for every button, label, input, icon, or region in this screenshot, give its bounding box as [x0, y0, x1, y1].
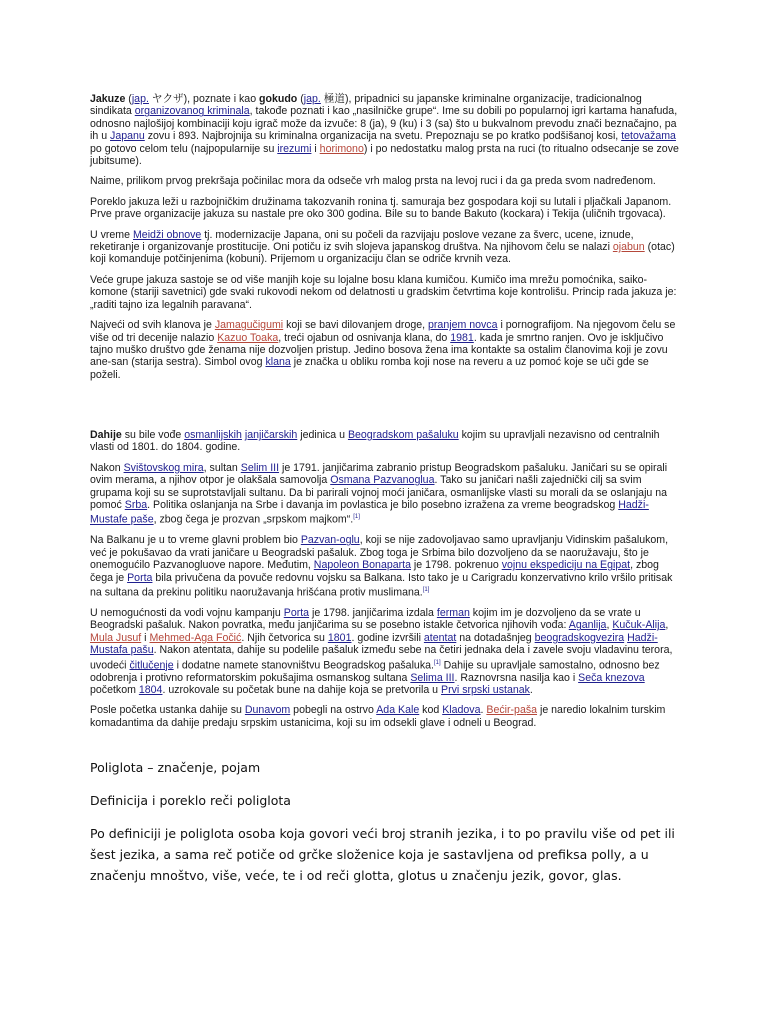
link-osman[interactable]: Osmana Pazvanoglua	[330, 474, 435, 487]
link-meiji[interactable]: Meidži obnove	[132, 228, 202, 241]
text: i	[311, 142, 320, 155]
text: . godine izvršili	[351, 631, 424, 644]
text: su bile vođe	[121, 429, 185, 441]
link-egypt[interactable]: vojnu ekspediciju na Egipat	[501, 559, 631, 572]
link-irezumi[interactable]: irezumi	[277, 142, 312, 155]
link-belgrade-pashalik[interactable]: Beogradskom pašaluku	[347, 429, 459, 441]
text: , sultan	[203, 461, 241, 474]
paragraph: Poreklo jakuza leži u razbojničkim družinama takozvanih ronina tj. samuraja bez gospodara koji su lutali i pljačkali Japanom. Prve prave organizacije jakuza su nastale pre oko 300 godina. Bile su to bande Bakuto (kockara) i Tekija (uličnih trgovaca).	[90, 195, 672, 221]
link-kucuk-alija[interactable]: Kučuk-Alija	[612, 619, 666, 632]
text: ヤクザ), poznate i kao	[148, 93, 260, 105]
link-citlucenje[interactable]: čitlučenje	[129, 659, 174, 672]
link-tattoos[interactable]: tetovažama	[621, 130, 676, 143]
text: , takođe poznati i kao „nasilničke grupe“. Ime su dobili po popularnoj igri kartama hanafuda, odnosno najlošijoj kombinaciji koju igrač može da izvuče: 8 (ja), 9 (ku) i 3 (sa) što u bukvalnom prevodu znači beznačajno, pa ih u	[90, 105, 678, 143]
text: (	[125, 93, 132, 105]
text: . Tako su janičari našli zajednički cilj sa svim grupama koji su se suprotstavljali sultanu. Da bi parirali vojnoj moći janičara, osmanlijske vlasti su morali da se oslanjaju na pomoć	[90, 474, 668, 512]
link-mehmed-aga[interactable]: Mehmed-Aga Fočić	[149, 631, 242, 644]
text: ,	[665, 619, 669, 632]
text: .	[480, 704, 487, 717]
heading-definition: Definicija i poreklo reči poliglota	[90, 793, 291, 808]
link-vezir[interactable]: beogradskogvezira	[534, 631, 625, 644]
link-aganlija[interactable]: Aganlija	[568, 619, 607, 632]
paragraph	[90, 229, 682, 266]
link-selim[interactable]: Selima III	[410, 671, 455, 684]
link-porta[interactable]: Porta	[283, 606, 310, 619]
link-selim[interactable]: Selim III	[240, 461, 280, 474]
link-money-laundering[interactable]: pranjem novca	[428, 319, 498, 332]
link-1804[interactable]: 1804	[138, 683, 163, 696]
link-japan[interactable]: Japanu	[110, 130, 145, 143]
paragraph	[90, 93, 682, 167]
link-ferman[interactable]: ferman	[436, 606, 470, 619]
text: je značka u obliku romba koji nose na reveru a uz pomoć koje se uči gde se poželi.	[90, 356, 649, 381]
text: po gotovo celom telu (najpopularnije su	[90, 142, 278, 155]
link-becir-pasa[interactable]: Bećir-paša	[486, 704, 538, 717]
paragraph	[90, 704, 682, 729]
link-jap[interactable]: jap.	[131, 93, 149, 105]
text: kojim im je dozvoljeno da se vrate u Beogradski pašaluk. Nakon povratka, među janjičarima su se posebno istakle četvorica njihovih vođa:	[90, 606, 641, 632]
link-napoleon[interactable]: Napoleon Bonaparta	[313, 559, 411, 572]
text: Nakon	[90, 461, 124, 474]
link-mula-jusuf[interactable]: Mula Jusuf	[90, 631, 142, 644]
text: . uzrokovale su početak bune na dahije koja se pretvorila u	[162, 683, 442, 696]
text: 極道), pripadnici su japanske kriminalne organizacije, tradicionalnog sindikata	[90, 93, 642, 118]
text: je 1798. pokrenuo	[410, 559, 502, 572]
link-kazuo[interactable]: Kazuo Toaka	[217, 331, 279, 344]
link-danube[interactable]: Dunavom	[244, 704, 291, 717]
link-pazvan[interactable]: Pazvan-oglu	[300, 534, 360, 547]
text: Dahije su upravljale samostalno, odnosno bez odobrenja i protivno reformatorskim pokušajima osmanskog sultana	[90, 659, 660, 684]
link-svistov[interactable]: Svištovskog mira	[123, 461, 204, 474]
text: i	[141, 631, 150, 644]
text: , zbog čega je	[90, 559, 659, 584]
text: ) i po nedostatku malog prsta na ruci (to ritualno odsecanje se zove jubitsume).	[90, 142, 679, 168]
text: U nemogućnosti da vodi vojnu kampanju	[90, 606, 284, 619]
text: Najveći od svih klanova je	[90, 319, 215, 332]
text: . Nakon atentata, dahije su podelile pašaluk između sebe na četiri jednaka dela i zavele svoju vladavinu terora, uvodeći	[90, 644, 673, 672]
paragraph: Veće grupe jakuza sastoje se od više manjih koje su lojalne bosu klana kumičou. Kumičo ima mrežu pomoćnika, saiko-komone (stariji savetnici) gde svaki rukovodi nekom od delatnosti u gradskim četvrtima koje kontrolišu. Princip rada jakuza je: „raditi tajno iza legalnih paravana“.	[90, 273, 677, 311]
link-ojabun[interactable]: ojabun	[612, 241, 645, 254]
paragraph	[90, 607, 682, 696]
text: (otac) koji komanduje potčinjenima (kobuni). Prijemom u organizaciju član se odriče krvnih veza.	[90, 241, 675, 266]
text: . Raznovrsna nasilja kao i	[454, 671, 579, 684]
polyglot-paragraph: Po definiciji je poliglota osoba koja govori veći broj stranih jezika, i to po pravilu više od pet ili šest jezika, a sama reč potiče od grčke složenice koja je sastavljena od prefiksa polly, a u značenju mnoštvo, više, veće, te i od reči glotta, glotus u značenju jezik, govor, glas.	[90, 826, 675, 883]
link-seca-knezova[interactable]: Seča knezova	[578, 671, 645, 684]
text: kod	[419, 704, 443, 717]
text: koji se bavi dilovanjem droge,	[283, 319, 429, 332]
link-atentat[interactable]: atentat	[423, 631, 457, 644]
citation[interactable]: [1]	[353, 514, 360, 521]
text: . kada je smrtno ranjen. Ovo je isključivo tajno muško društvo gde ženama nije dozvoljen pristup. Jedino bosova žena ima kontakte sa ostalim članovima koji je zovu ane-san (starija sestra). Simbol ovog	[90, 331, 668, 369]
paragraph	[90, 462, 682, 527]
citation[interactable]: [1]	[433, 659, 441, 666]
text: tj. modernizacije Japana, oni su počeli da razvijaju poslove vezane za šverc, ucene, iznude, reketiranje i organizovanje prostitucije. Oni potiču iz svih slojeva japanskog društva. Na njihovom čelu se nalazi	[90, 228, 634, 254]
link-ada-kale[interactable]: Ada Kale	[376, 704, 420, 717]
text: , zbog čega je prozvan „srpskom majkom“.	[153, 513, 354, 526]
link-hadzi-mustafa[interactable]: Hadži-Mustafa pašu	[90, 631, 658, 657]
paragraph	[90, 429, 682, 454]
paragraph	[90, 534, 682, 599]
link-1801[interactable]: 1801	[327, 631, 352, 644]
paragraph: Naime, prilikom prvog prekršaja počinilac mora da odseče vrh malog prsta na levoj ruci i da ga preda svom nadređenom.	[90, 175, 656, 188]
link-organized-crime[interactable]: organizovanog kriminala	[134, 105, 250, 118]
text: na dotadašnjeg	[456, 631, 535, 644]
text: (	[297, 93, 304, 105]
link-hadzi-mustafa[interactable]: Hadži-Mustafe paše	[90, 499, 649, 526]
link-clan[interactable]: klana	[265, 356, 291, 369]
text: je 1798. janjičarima izdala	[309, 606, 437, 619]
text: bila privučena da povuče redovnu vojsku sa Balkana. Isto tako je u Carigradu konzervativno krilo vršilo pritisak na sultana da prekinu politiku naoružavanja hrišćana protiv muslimana.	[90, 571, 673, 599]
text: početkom	[90, 683, 139, 696]
term: Dahije	[90, 429, 122, 441]
heading-polyglot: Poliglota – značenje, pojam	[90, 760, 261, 775]
text: . Politika oslanjanja na Srbe i davanja im povlastica je bilo posebno izražena za vreme beogradskog	[147, 499, 619, 512]
text: Posle početka ustanka dahije su	[90, 704, 245, 717]
link-yamaguchi[interactable]: Jamagučigumi	[214, 319, 284, 332]
text: , treći ojabun od osnivanja klana, do	[278, 331, 451, 344]
link-ottoman[interactable]: osmanlijskih	[184, 429, 242, 441]
link-first-uprising[interactable]: Prvi srpski ustanak	[441, 683, 530, 696]
text: , koji se nije zadovoljavao samo upravljanju Vidinskim pašalukom, već je pokušavao da vrati janičare u Beogradski pašaluk. Zbog toga je Srbima bilo dozvoljeno da se naoružavaju, što je onemogućilo Pazvanogluove napore. Međutim,	[90, 534, 669, 572]
paragraph	[90, 319, 682, 381]
citation[interactable]: [1]	[422, 587, 430, 593]
text: . Njih četvorica su	[241, 631, 328, 644]
link-kladovo[interactable]: Kladova	[442, 704, 481, 717]
text: pobegli na ostrvo	[290, 704, 377, 717]
link-janissary[interactable]: janjičarskih	[244, 429, 298, 441]
text: je 1791. janjičarima zabranio pristup Beogradskom pašaluku. Janičari su se opirali ovim merama, a njihov otpor je olakšala samovolja	[90, 461, 668, 487]
text: i pornografijom. Na njegovom čelu se više od tri decenije nalazio	[90, 319, 676, 344]
term: gokudo	[259, 93, 298, 105]
yakuza-section	[90, 93, 682, 389]
link-1981[interactable]: 1981	[450, 331, 474, 344]
dahije-section	[90, 429, 682, 737]
text: jedinica u	[297, 429, 348, 441]
text: i dodatne namete stanovništvu Beogradskog pašaluka.	[173, 659, 434, 672]
text: zovu i 893. Najbrojnija su kriminalna organizacija na svetu. Prepoznaju se po kratko podšišanoj kosi,	[144, 130, 622, 143]
text: Na Balkanu je u to vreme glavni problem bio	[90, 534, 301, 547]
text: U vreme	[90, 228, 133, 241]
text: je naredio lokalnim turskim komadantima da dahije predaju srpskim ustanicima, koji su im odsekli glave i odneli u Beograd.	[90, 704, 666, 729]
text: kojim su upravljali nezavisno od centralnih vlasti od 1801. do 1804. godine.	[90, 429, 660, 454]
link-horimono[interactable]: horimono	[319, 142, 364, 155]
link-porta[interactable]: Porta	[127, 571, 153, 584]
text: .	[529, 683, 533, 696]
text: ,	[606, 619, 613, 632]
link-jap[interactable]: jap.	[303, 93, 321, 105]
link-serbs[interactable]: Srba	[124, 499, 148, 512]
term: Jakuze	[90, 93, 126, 105]
